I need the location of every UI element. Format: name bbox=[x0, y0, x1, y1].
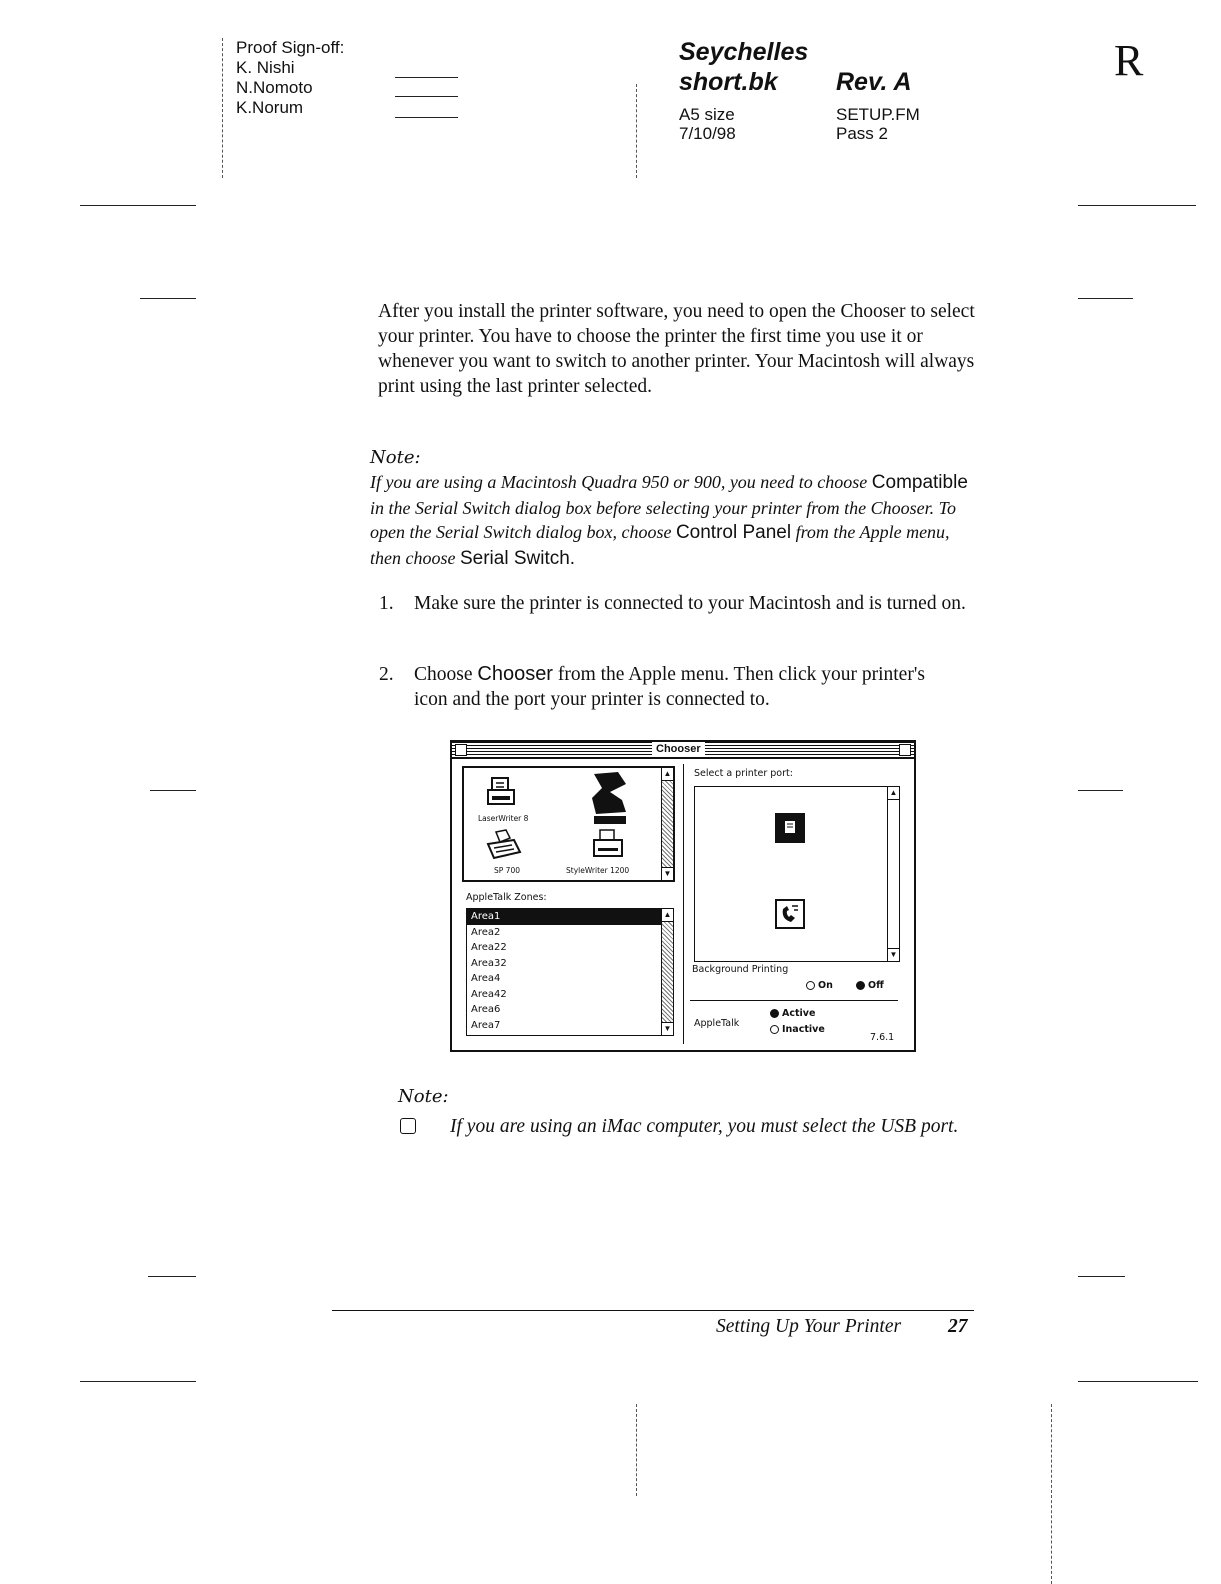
scroll-up-arrow-icon[interactable]: ▲ bbox=[888, 787, 899, 800]
driver-laserwriter-label: LaserWriter 8 bbox=[478, 814, 529, 823]
paper-size: A5 size bbox=[679, 105, 735, 124]
laserwriter-icon bbox=[484, 774, 524, 814]
driver-selected[interactable] bbox=[588, 770, 632, 831]
proof-date: 7/10/98 bbox=[679, 124, 736, 143]
zone-item[interactable]: Area4 bbox=[471, 973, 501, 984]
crop-mark-v3 bbox=[636, 1404, 637, 1496]
zones-items bbox=[467, 909, 673, 1033]
crop-mark-h2 bbox=[1078, 205, 1196, 206]
pane-divider bbox=[683, 764, 684, 1044]
crop-mark-h3 bbox=[140, 298, 196, 299]
appletalk-inactive-label: Inactive bbox=[782, 1024, 825, 1035]
scroll-down-arrow-icon[interactable]: ▼ bbox=[663, 869, 672, 878]
bg-on-radio[interactable] bbox=[806, 981, 815, 990]
appletalk-inactive-option[interactable] bbox=[770, 1024, 825, 1035]
stylewriter-icon bbox=[590, 828, 626, 864]
note1-body bbox=[370, 470, 980, 571]
appletalk-divider bbox=[690, 1000, 898, 1001]
signoff-name-3: K.Norum bbox=[236, 98, 304, 117]
appletalk-active-radio[interactable] bbox=[770, 1009, 779, 1018]
crop-mark-v1 bbox=[222, 38, 223, 178]
printer-driver-list[interactable] bbox=[462, 766, 675, 882]
signoff-name-2: N.Nomoto bbox=[236, 78, 313, 97]
appletalk-active-option[interactable] bbox=[770, 1008, 815, 1019]
background-printing-label: Background Printing bbox=[692, 964, 789, 975]
appletalk-inactive-radio[interactable] bbox=[770, 1025, 779, 1034]
zone-item[interactable]: Area1 bbox=[467, 909, 661, 925]
crop-mark-v2 bbox=[636, 84, 637, 178]
zones-label: AppleTalk Zones: bbox=[466, 892, 547, 903]
note1-text-2: in the Serial Switch dialog box before selecting your printer from the Chooser. To open the Serial Switch dialog box, choose bbox=[370, 497, 956, 542]
bg-printing-off-option[interactable] bbox=[856, 980, 884, 991]
crop-mark-v4 bbox=[1051, 1404, 1052, 1584]
step2-text-after: from the Apple menu. Then click your printer's icon and the port your printer is connected to. bbox=[414, 664, 925, 710]
driver-laserwriter[interactable] bbox=[484, 774, 524, 819]
chooser-titlebar[interactable] bbox=[452, 742, 914, 759]
port-scrollbar[interactable] bbox=[887, 787, 899, 961]
section-letter: R bbox=[1114, 36, 1144, 85]
pass-number: Pass 2 bbox=[836, 124, 888, 143]
note1-ui-control-panel: Control Panel bbox=[675, 522, 792, 543]
driver-stylewriter[interactable] bbox=[590, 828, 626, 869]
crop-mark-h7 bbox=[148, 1276, 196, 1277]
scroll-down-arrow-icon[interactable]: ▼ bbox=[889, 950, 898, 959]
zone-item[interactable]: Area22 bbox=[471, 942, 507, 953]
chooser-version: 7.6.1 bbox=[870, 1032, 895, 1043]
crop-mark-h8 bbox=[1078, 1276, 1125, 1277]
zone-item[interactable]: Area32 bbox=[471, 957, 507, 969]
step2-text bbox=[414, 662, 954, 712]
modem-port-icon bbox=[775, 899, 805, 929]
bg-off-radio[interactable] bbox=[856, 981, 865, 990]
signoff-line-3 bbox=[395, 117, 458, 118]
note2-bullet-text: If you are using an iMac computer, you must select the USB port. bbox=[450, 1116, 959, 1137]
step2-number: 2. bbox=[379, 664, 394, 685]
file-name: SETUP.FM bbox=[836, 105, 920, 124]
port-list[interactable] bbox=[694, 786, 900, 962]
crop-mark-h9 bbox=[80, 1381, 196, 1382]
zone-item[interactable]: Area6 bbox=[471, 1004, 501, 1015]
book-title-line2: short.bk bbox=[679, 68, 778, 96]
scroll-down-arrow-icon[interactable]: ▼ bbox=[663, 1024, 672, 1033]
bg-off-label: Off bbox=[868, 980, 884, 991]
appletalk-active-label: Active bbox=[782, 1008, 816, 1019]
driver-sp700-label: SP 700 bbox=[494, 866, 520, 875]
step1-text: Make sure the printer is connected to your Macintosh and is turned on. bbox=[414, 593, 966, 614]
crop-mark-h1 bbox=[80, 205, 196, 206]
zones-scrollbar[interactable] bbox=[661, 909, 673, 1035]
close-box-icon[interactable] bbox=[455, 744, 467, 756]
appletalk-label: AppleTalk bbox=[694, 1018, 740, 1029]
zone-item[interactable]: Area42 bbox=[471, 988, 507, 1000]
chooser-window-title: Chooser bbox=[652, 742, 705, 757]
note1-ui-serial-switch: Serial Switch. bbox=[459, 547, 576, 569]
note1-label: Note: bbox=[370, 447, 421, 468]
note1-ui-compatible: Compatible bbox=[871, 472, 968, 493]
bg-printing-on-option[interactable] bbox=[806, 980, 833, 991]
driver-sp700[interactable] bbox=[484, 828, 524, 871]
zone-item[interactable]: Area7 bbox=[471, 1019, 501, 1031]
footer-section-title: Setting Up Your Printer bbox=[716, 1316, 902, 1337]
crop-mark-h4 bbox=[1078, 298, 1133, 299]
scroll-up-arrow-icon[interactable]: ▲ bbox=[662, 909, 673, 922]
checkbox-bullet-icon bbox=[400, 1118, 416, 1134]
revision-label: Rev. A bbox=[836, 68, 912, 96]
printer-port-icon bbox=[775, 813, 805, 843]
zoom-box-icon[interactable] bbox=[899, 744, 911, 756]
crop-mark-h6 bbox=[1078, 790, 1123, 791]
crop-mark-h5 bbox=[150, 790, 196, 791]
chooser-window bbox=[450, 740, 916, 1052]
printer-port-button[interactable] bbox=[775, 813, 805, 843]
step1-number: 1. bbox=[379, 593, 394, 614]
note2-label: Note: bbox=[398, 1086, 449, 1107]
step2-ui-chooser: Chooser bbox=[477, 663, 553, 685]
proof-signoff bbox=[236, 38, 344, 118]
zone-item[interactable]: Area2 bbox=[471, 926, 501, 938]
sp700-printer-icon bbox=[484, 828, 524, 866]
page-number: 27 bbox=[948, 1316, 968, 1337]
signoff-title: Proof Sign-off: bbox=[236, 38, 345, 57]
step2-text-before: Choose bbox=[414, 664, 473, 685]
bg-on-label: On bbox=[818, 980, 833, 991]
modem-port-button[interactable] bbox=[775, 899, 805, 929]
note1-text-3: from the Apple menu, then choose bbox=[370, 522, 950, 568]
scroll-up-arrow-icon[interactable]: ▲ bbox=[662, 768, 673, 781]
signoff-line-2 bbox=[395, 96, 458, 97]
signoff-line-1 bbox=[395, 77, 458, 78]
note1-text-1: If you are using a Macintosh Quadra 950 or 900, you need to choose bbox=[370, 472, 868, 492]
driver-stylewriter-label: StyleWriter 1200 bbox=[566, 866, 630, 875]
port-label: Select a printer port: bbox=[694, 768, 793, 779]
crop-mark-h10 bbox=[1078, 1381, 1198, 1382]
driver-list-scrollbar[interactable] bbox=[661, 768, 673, 880]
signoff-name-1: K. Nishi bbox=[236, 58, 295, 77]
zones-list[interactable] bbox=[466, 908, 674, 1036]
selected-printer-icon bbox=[588, 770, 632, 826]
footer-rule bbox=[332, 1310, 974, 1311]
book-title-line1: Seychelles bbox=[679, 38, 809, 66]
intro-paragraph: After you install the printer software, you need to open the Chooser to select your printer. You have to choose the printer the first time you use it or whenever you want to switch to another printer. Your Macintosh will always print using the last printer selected. bbox=[378, 301, 975, 397]
